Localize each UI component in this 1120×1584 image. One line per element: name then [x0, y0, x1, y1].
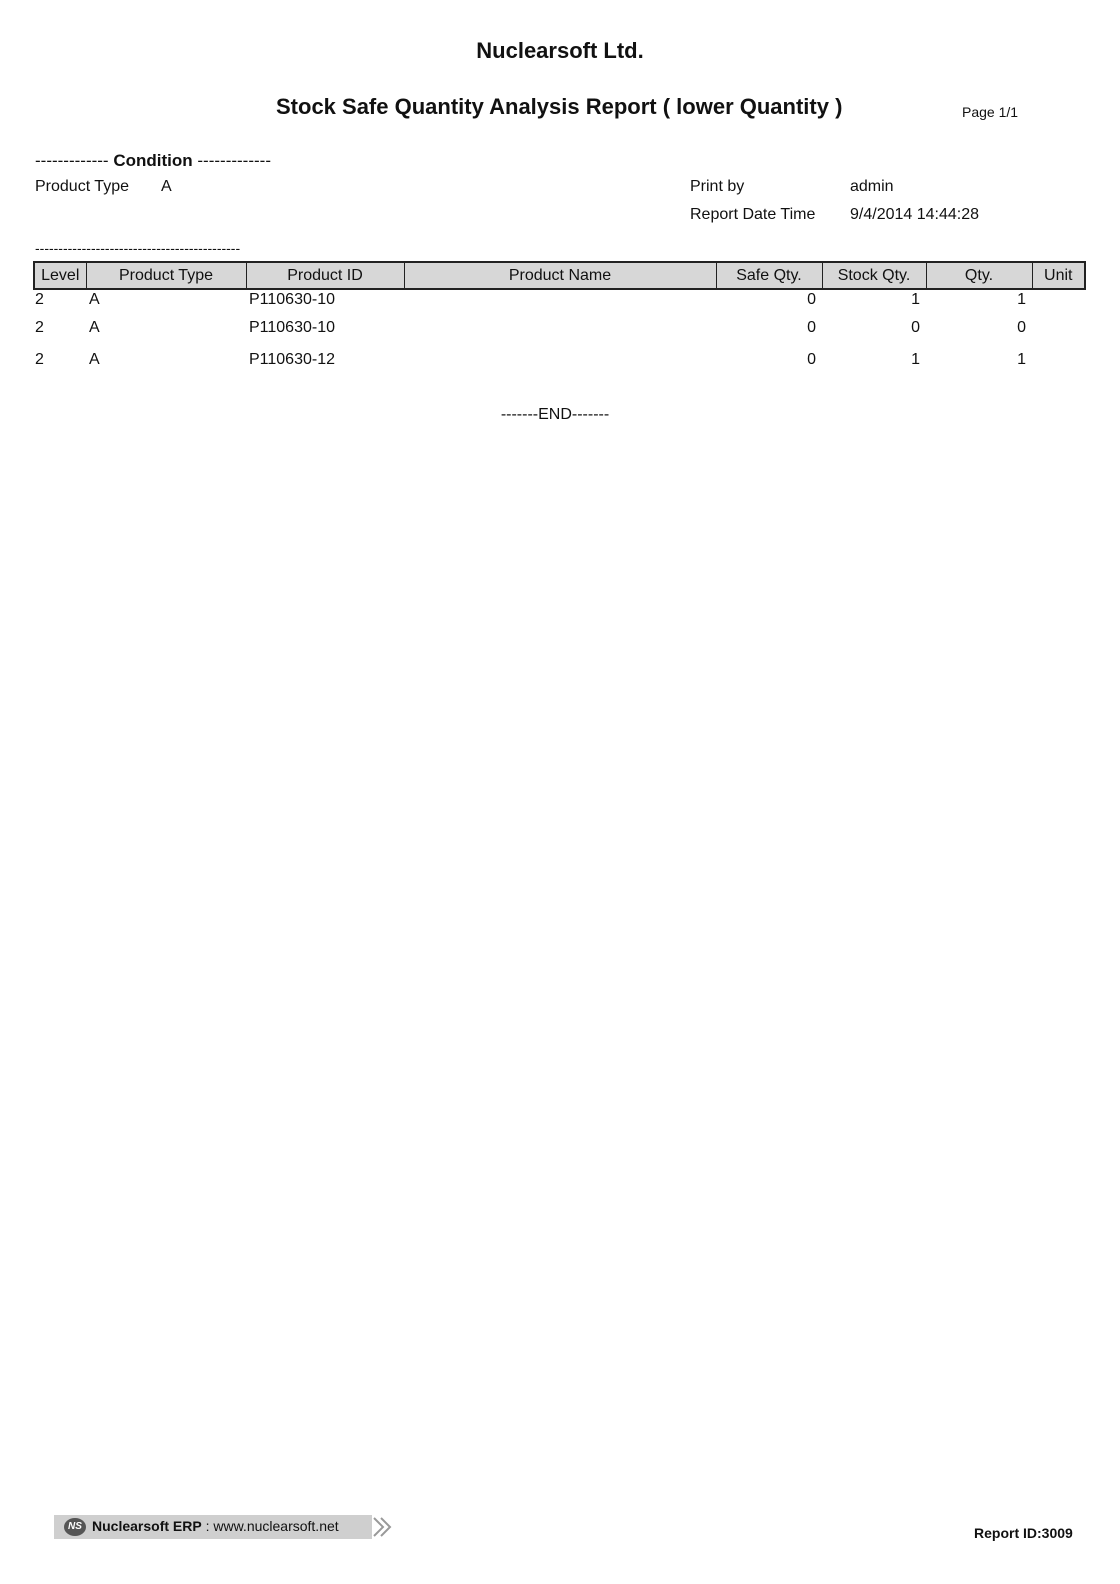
cell-product-name [404, 347, 716, 378]
cell-product-type: A [89, 319, 100, 336]
cell-stock-qty: 1 [911, 291, 920, 308]
column-header-unit: Unit [1032, 262, 1085, 289]
footer-brand-banner [54, 1515, 392, 1540]
cell-unit [1032, 289, 1085, 311]
cell-unit [1032, 311, 1085, 347]
cell-product-type: A [89, 291, 100, 308]
column-header-product-type: Product Type [86, 262, 246, 289]
cell-qty: 0 [1017, 319, 1026, 336]
cell-product-name [404, 289, 716, 311]
report-date-label: Report Date Time [690, 206, 816, 223]
footer-brand-text [92, 1518, 339, 1534]
column-header-safe-qty: Safe Qty. [716, 262, 822, 289]
cell-product-id: P110630-10 [249, 319, 335, 336]
column-header-product-name: Product Name [404, 262, 716, 289]
cell-product-id: P110630-10 [249, 291, 335, 308]
cell-qty: 1 [1017, 351, 1026, 368]
column-header-qty: Qty. [926, 262, 1032, 289]
report-date-value: 9/4/2014 14:44:28 [850, 206, 980, 223]
cell-safe-qty: 0 [807, 291, 816, 308]
condition-heading [35, 151, 271, 171]
column-header-product-id: Product ID [246, 262, 404, 289]
cell-level: 2 [35, 351, 44, 368]
condition-closing-rule: -------------------------------------------- [35, 240, 241, 256]
cell-safe-qty: 0 [807, 319, 816, 336]
condition-dashes-left: ------------- [35, 151, 109, 170]
table-header-row [34, 262, 1085, 289]
print-by-value: admin [850, 178, 894, 195]
footer-brand-name: Nuclearsoft ERP [92, 1518, 202, 1534]
condition-product-type-label: Product Type [35, 178, 129, 195]
cell-qty: 1 [1017, 291, 1026, 308]
table-row [34, 289, 1085, 311]
table-row [34, 311, 1085, 347]
stock-table [33, 261, 1086, 378]
cell-safe-qty: 0 [807, 351, 816, 368]
footer-brand-url: : www.nuclearsoft.net [201, 1518, 339, 1534]
cell-product-type: A [89, 351, 100, 368]
table-row [34, 347, 1085, 378]
cell-level: 2 [35, 319, 44, 336]
cell-unit [1032, 347, 1085, 378]
company-name: Nuclearsoft Ltd. [476, 38, 644, 63]
cell-stock-qty: 1 [911, 351, 920, 368]
end-marker: -------END------- [500, 406, 610, 423]
cell-product-id: P110630-12 [249, 351, 335, 368]
print-by-label: Print by [690, 178, 745, 195]
condition-dashes-right: ------------- [197, 151, 271, 170]
condition-product-type-value: A [161, 178, 172, 195]
nuclearsoft-logo-icon: NS [64, 1518, 86, 1536]
column-header-level: Level [34, 262, 86, 289]
cell-stock-qty: 0 [911, 319, 920, 336]
condition-title: Condition [113, 151, 193, 170]
page-number: Page 1/1 [962, 104, 1019, 120]
report-id: Report ID:3009 [974, 1525, 1073, 1541]
cell-product-name [404, 311, 716, 347]
column-header-stock-qty: Stock Qty. [822, 262, 926, 289]
report-title: Stock Safe Quantity Analysis Report ( lower Quantity ) [276, 94, 843, 119]
double-chevron-right-icon [372, 1516, 394, 1538]
cell-level: 2 [35, 291, 44, 308]
